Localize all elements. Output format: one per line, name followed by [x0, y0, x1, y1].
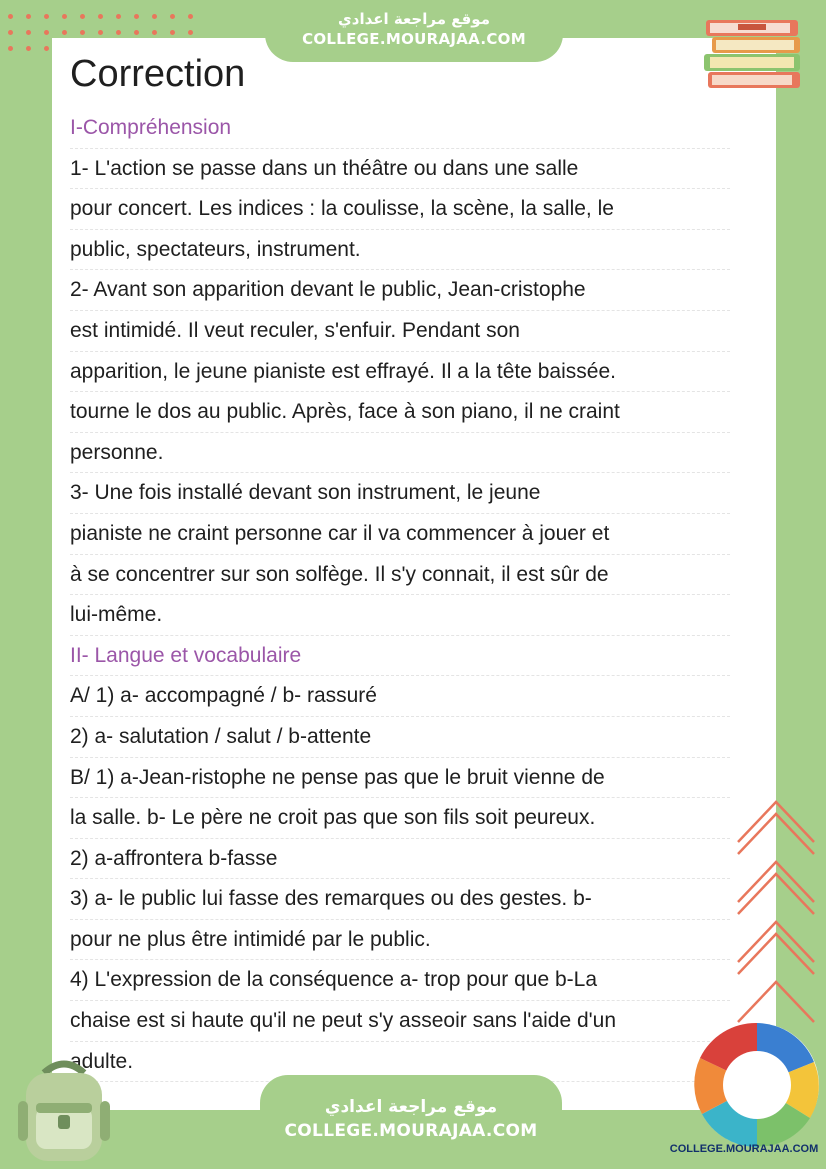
correction-content — [70, 44, 730, 1082]
dot — [26, 14, 31, 19]
dot — [170, 14, 175, 19]
text-line: 2) a-affrontera b-fasse — [70, 839, 730, 880]
dot — [188, 30, 193, 35]
dot — [80, 14, 85, 19]
dot — [44, 14, 49, 19]
text-line: pour concert. Les indices : la coulisse, la scène, la salle, le — [70, 189, 730, 230]
dot — [44, 46, 49, 51]
text-line: B/ 1) a-Jean-ristophe ne pense pas que le bruit vienne de — [70, 758, 730, 799]
text-line: pianiste ne craint personne car il va commencer à jouer et — [70, 514, 730, 555]
correction-lines — [70, 108, 730, 1082]
page-title: Correction — [70, 53, 246, 95]
top-banner-arabic: موقع مراجعة اعدادي — [338, 10, 490, 28]
text-line: tourne le dos au public. Après, face à son piano, il ne craint — [70, 392, 730, 433]
dot — [26, 30, 31, 35]
dot — [98, 14, 103, 19]
text-line: apparition, le jeune pianiste est effrayé. Il a la tête baissée. — [70, 352, 730, 393]
text-line: adulte. — [70, 1042, 730, 1083]
dot — [26, 46, 31, 51]
bottom-banner-arabic: موقع مراجعة اعدادي — [324, 1097, 498, 1117]
dot — [152, 14, 157, 19]
top-banner-url[interactable]: COLLEGE.MOURAJAA.COM — [302, 30, 526, 48]
dot — [134, 30, 139, 35]
text-line: à se concentrer sur son solfège. Il s'y connait, il est sûr de — [70, 555, 730, 596]
dot — [98, 30, 103, 35]
text-line: la salle. b- Le père ne croit pas que son fils soit peureux. — [70, 798, 730, 839]
dot — [8, 46, 13, 51]
text-line: chaise est si haute qu'il ne peut s'y asseoir sans l'aide d'un — [70, 1001, 730, 1042]
dot — [8, 14, 13, 19]
dot — [116, 30, 121, 35]
dot — [80, 30, 85, 35]
books-icon — [702, 10, 810, 100]
text-line: 3- Une fois installé devant son instrument, le jeune — [70, 473, 730, 514]
text-line: 2) a- salutation / salut / b-attente — [70, 717, 730, 758]
dot — [116, 14, 121, 19]
bottom-banner-url[interactable]: COLLEGE.MOURAJAA.COM — [284, 1121, 538, 1141]
dot — [134, 14, 139, 19]
dot — [188, 14, 193, 19]
text-line: 3) a- le public lui fasse des remarques ou des gestes. b- — [70, 879, 730, 920]
text-line: 1- L'action se passe dans un théâtre ou dans une salle — [70, 149, 730, 190]
logo-caption: COLLEGE.MOURAJAA.COM — [669, 1143, 819, 1155]
text-line: lui-même. — [70, 595, 730, 636]
dot — [44, 30, 49, 35]
chevrons-decoration-icon — [732, 790, 822, 1030]
section-heading: II- Langue et vocabulaire — [70, 636, 730, 677]
text-line: pour ne plus être intimidé par le public. — [70, 920, 730, 961]
bottom-banner — [260, 1075, 562, 1169]
dot — [8, 30, 13, 35]
text-line: public, spectateurs, instrument. — [70, 230, 730, 271]
text-line: 4) L'expression de la conséquence a- trop pour que b-La — [70, 960, 730, 1001]
dot — [170, 30, 175, 35]
dot — [152, 30, 157, 35]
section-heading: I-Compréhension — [70, 108, 730, 149]
dot — [62, 14, 67, 19]
backpack-icon — [14, 1055, 114, 1163]
text-line: A/ 1) a- accompagné / b- rassuré — [70, 676, 730, 717]
text-line: personne. — [70, 433, 730, 474]
school-subjects-logo-icon — [694, 1022, 820, 1148]
text-line: 2- Avant son apparition devant le public, Jean-cristophe — [70, 270, 730, 311]
dot — [62, 30, 67, 35]
text-line: est intimidé. Il veut reculer, s'enfuir. Pendant son — [70, 311, 730, 352]
